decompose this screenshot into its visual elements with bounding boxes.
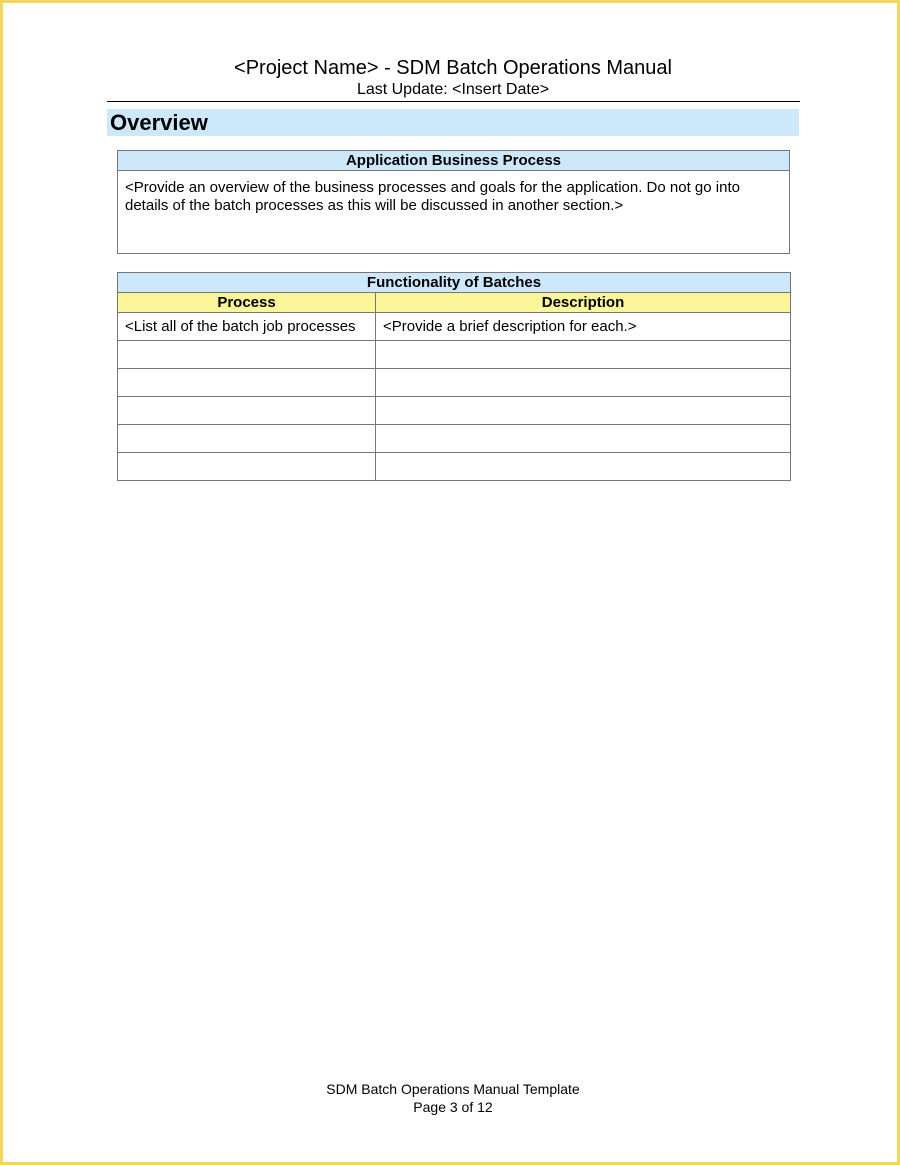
header-divider bbox=[107, 101, 800, 102]
description-cell bbox=[376, 397, 791, 425]
description-cell bbox=[376, 453, 791, 481]
business-process-header: Application Business Process bbox=[118, 151, 790, 171]
table-row bbox=[118, 313, 791, 341]
last-update-line: Last Update: <Insert Date> bbox=[356, 81, 550, 98]
table-row bbox=[118, 397, 791, 425]
process-cell bbox=[118, 397, 376, 425]
process-cell bbox=[118, 341, 376, 369]
description-cell: <Provide a brief description for each.> bbox=[376, 313, 791, 341]
process-cell bbox=[118, 369, 376, 397]
column-header-process: Process bbox=[118, 293, 376, 313]
description-cell bbox=[376, 369, 791, 397]
footer-page-number: Page 3 of 12 bbox=[413, 1099, 493, 1115]
footer-document-name: SDM Batch Operations Manual Template bbox=[326, 1081, 580, 1097]
table-row bbox=[118, 425, 791, 453]
section-heading-overview: Overview bbox=[107, 109, 799, 136]
description-cell bbox=[376, 341, 791, 369]
document-title: <Project Name> - SDM Batch Operations Manual bbox=[234, 57, 672, 79]
process-cell: <List all of the batch job processes bbox=[118, 313, 376, 341]
column-header-description: Description bbox=[376, 293, 791, 313]
business-process-body: <Provide an overview of the business processes and goals for the application. Do not go into details of the batch processes as this will be discussed in another section.> bbox=[118, 171, 790, 254]
batches-table-header: Functionality of Batches bbox=[118, 273, 791, 293]
description-cell bbox=[376, 425, 791, 453]
business-process-table bbox=[117, 150, 790, 254]
process-cell bbox=[118, 453, 376, 481]
process-cell bbox=[118, 425, 376, 453]
table-row bbox=[118, 453, 791, 481]
batches-table bbox=[117, 272, 791, 481]
table-row bbox=[118, 341, 791, 369]
table-row bbox=[118, 369, 791, 397]
